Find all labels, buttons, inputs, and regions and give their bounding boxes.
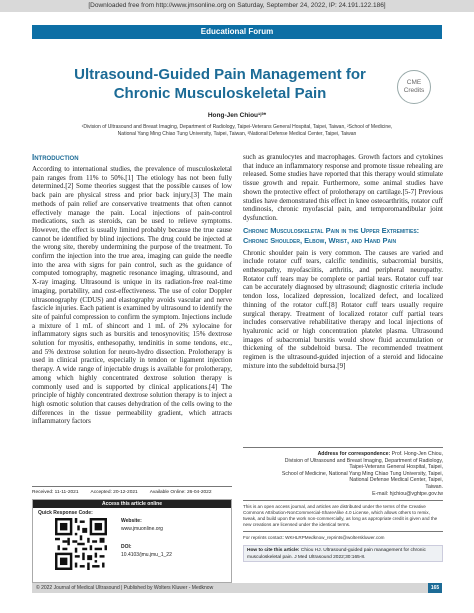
right-column (243, 153, 443, 370)
doi-link[interactable]: 10.4103/jmu.jmu_1_22 (121, 552, 172, 558)
citation-box (243, 545, 443, 562)
article-dates (32, 486, 232, 495)
qr-code-icon[interactable] (55, 518, 107, 570)
received-date: Received: 11-11-2021 (32, 490, 79, 495)
access-box (32, 499, 232, 583)
citation-label: How to cite this article: (247, 548, 300, 553)
upper-extremities-text: Chronic shoulder pain is very common. The causes are varied and include rotator cuff tears, calcific tendinitis, subacromial bursitis, enthesopathy, myofasciitis, arthritis, and peripheral neuropathy. Rotator cuff tears may be complete or partial tears. Rotator cuff tear can be accurately diagnosed by ultrasound; diagnostic criteria include tendon loss, localized depression, localized defect, and localized thinning of the rotator cuff.[8] Rotator cuff tears usually require surgical therapy. Treatment of localized rotator cuff partial tears includes conservative rehabilitative therapy and local injections of hyaluronic acid or high concentration platelet plasma. Ultrasound images of subacromial bursitis would show fluid accumulation or thickening of the subdeltoid bursa. The recommended treatment regimen is the ultrasound-guided injection of a steroid and lidocaine mixture into the subdeltoid bursa.[9] (243, 248, 443, 370)
cme-badge (397, 70, 431, 104)
online-date: Available Online: 26-04-2022 (149, 490, 212, 495)
reprints-contact[interactable]: For reprints contact: WKHLRPMedknow_reprints@wolterskluwer.com (243, 531, 443, 540)
upper-extremities-heading: Chronic Musculoskeletal Pain in the Upper Extremities: Chronic Shoulder, Elbow, Wrist, and Hand Pain (243, 225, 420, 245)
accepted-date: Accepted: 20-12-2021 (90, 490, 138, 495)
correspondence-block (243, 447, 443, 497)
affiliations: ¹Division of Ultrasound and Breast Imaging, Department of Radiology, Taipei-Veterans General Hospital, Taipei, Taiwan, ²School of Medicine, National Yang Ming Chiao Tung University, Taipei, Taiwan, ³National Defense Medical Center, Taipei, Taiwan (81, 124, 393, 137)
citation-text: Chiou HJ. Ultrasound-guided pain management for chronic musculoskeletal pain. J Med Ultrasound 2022;30:165-8. (247, 548, 426, 560)
correspondence-name: Prof. Hong-Jen Chiou, (391, 451, 443, 457)
correspondence-line-5: Taiwan. (425, 483, 443, 490)
author-line: Hong-Jen Chiou¹ʲ³* (207, 112, 267, 119)
correspondence-line-3: School of Medicine, National Yang Ming Chiao Tung University, Taipei, (281, 470, 443, 477)
qr-label: Quick Response Code: (38, 510, 93, 516)
left-column (32, 153, 232, 426)
correspondence-line-4: National Defense Medical Center, Taipei, (349, 477, 443, 484)
section-label: Educational Forum (32, 25, 442, 39)
cme-badge-line2: Credits (403, 87, 425, 94)
license-text: This is an open access journal, and articles are distributed under the terms of the Creative Commons Attribution-NonCommercial-ShareAlike 4.0 License, which allows others to remix, tweak, and build upon the work non-commercially, as long as appropriate credit is given and the new creations are licensed under the identical terms. (243, 500, 443, 528)
footer-copyright: © 2022 Journal of Medical Ultrasound | Published by Wolters Kluwer - Medknow (36, 585, 214, 591)
cme-badge-line1: CME (406, 79, 422, 86)
intro-text: According to international studies, the prevalence of musculoskeletal pain ranges from 11% to 50%.[1] The etiology has not been fully determined.[2] Some theories suggest that the possible causes of low back pain are physical stress and prior back injury.[3] The main methods of pain relief are conservative treatments that often cannot effectively manage the pain. Local injections of pain-control medications, such as steroids, can be used to relieve symptoms. However, the effect is usually limited probably because the true cause cannot be identified by blind injections. The drug could be injected at the wrong site, thereby undermining the purpose of the treatment. To confirm the injection into the true area, imaging can guide the needle into the area with signs for pain control, such as the guidance of computed tomography, magnetic resonance imaging, ultrasound, and X-ray imaging. Ultrasound is unique in its radiation-free real-time imaging, portability, and cost-effectiveness. The use of color Doppler ultrasonography (CDUS) and elastography avoids vascular and nerve fascicle injuries. Each patient is examined by ultrasound to identify the site of painful compression to confirm the symptom. Injections include a mixture of 1 mL of shincort and 1 mL of 2% xylocaine for inflammatory signs such as bursitis and tenosynovitis; 15% dextrose solution for myositis, enthesopathy, tendinitis in some tendons, etc., and 5% dextrose solution for neuro-hydro dissection. Prolotherapy is used in clinical practice, especially in tendon or ligament injection therapy. A wide range of injectable drugs is available for prolotherapy, among which highly concentrated dextrose solution therapy is commonly used and is supported by clinical applications.[4] The principle of highly concentrated dextrose solution therapy is to inject a high osmotic solution that causes dehydration of the cells owing to the differences in the tissue permeability gradient, which attracts inflammatory factors (32, 165, 232, 426)
website-link[interactable]: www.jmuonline.org (121, 526, 163, 532)
page-number: 165 (428, 583, 442, 593)
correspondence-label: Address for correspondence: (317, 451, 391, 457)
intro-continuation: such as granulocytes and macrophages. Growth factors and cytokines that induce an inflammatory response and promote tissue rehealing are released. Some studies have reported that this therapy would stimulate tissue growth and repair. Furthermore, some animal studies have shown the protective effect of prolotherapy on cartilage.[5-7] Previous studies have demonstrated this effect in knee osteoarthritis, rotator cuff tendinosis, chronic myofascial pain, and temporomandibular joint dysfunction. (243, 153, 443, 222)
article-title: Ultrasound-Guided Pain Management for Chronic Musculoskeletal Pain (74, 66, 366, 102)
download-banner: [Downloaded free from http://www.jmsonline.org on Saturday, September 24, 2022, IP: 24.191.122.186] (0, 0, 474, 12)
correspondence-line-2: Taipei-Veterans General Hospital, Taipei, (349, 464, 443, 471)
correspondence-line-1: Division of Ultrasound and Breast Imaging, Department of Radiology, (284, 457, 443, 464)
page-footer (32, 583, 442, 593)
intro-heading: Introduction (32, 153, 79, 162)
access-heading: Access this article online (33, 500, 231, 508)
doi-label: DOI: (121, 544, 132, 550)
correspondence-email[interactable]: E-mail: hjchiou@vghtpe.gov.tw (372, 490, 443, 497)
website-label: Website: (121, 518, 142, 524)
